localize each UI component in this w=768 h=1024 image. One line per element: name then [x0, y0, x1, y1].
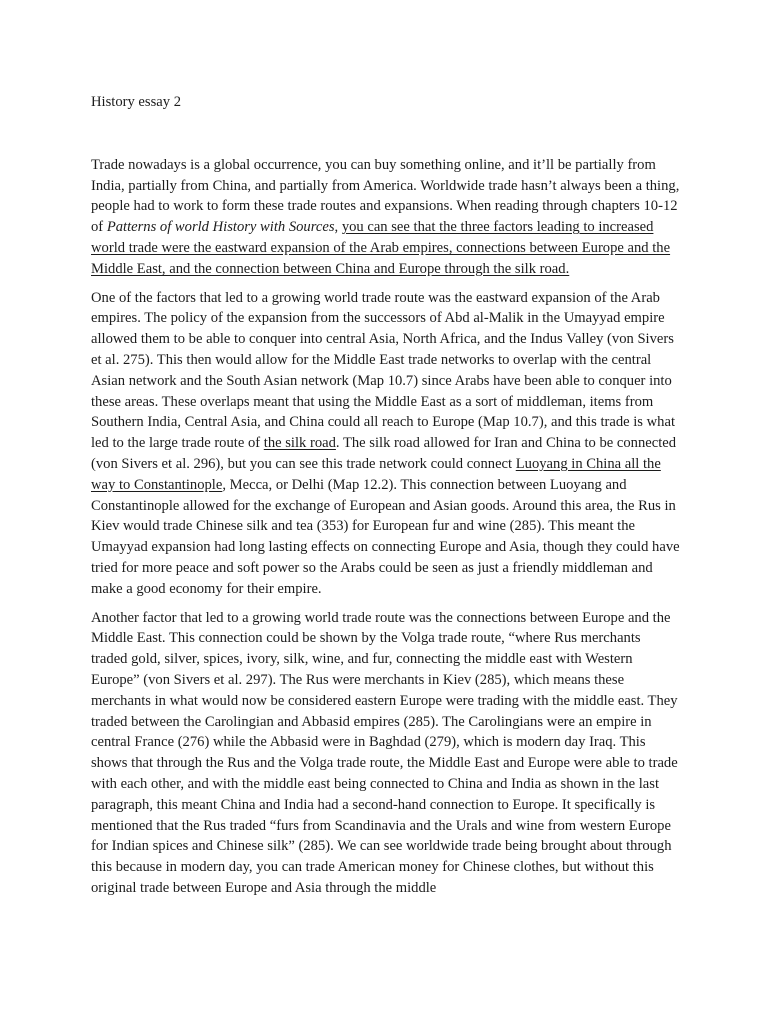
paragraph-introduction [91, 155, 680, 280]
document-title: History essay 2 [91, 94, 181, 110]
paragraph-europe-middle-east [91, 608, 680, 899]
paragraph-arab-expansion [91, 288, 680, 600]
text-segment: , [334, 219, 342, 236]
silk-road-underlined: the silk road [263, 435, 336, 452]
book-title-italic: Patterns of world History with Sources [106, 219, 335, 236]
luoyang-underlined: Luoyang in China all the way to Constantinople [91, 455, 661, 493]
thesis-underlined: you can see that the three factors leading to increased world trade were the eastward expansion of the Arab empires, connections between Europe and the Middle East, and the connection between China and Europe through the silk road. [91, 219, 671, 277]
text-segment: Another factor that led to a growing world trade route was the connections between Europe and the Middle East. This connection could be shown by the Volga trade route, “where Rus merchants traded gold, silver, spices, ivory, silk, wine, and fur, connecting the middle east with Western Europe” (von Sivers et al. 297). The Rus were merchants in Kiev (285), which means these merchants in what would now be considered eastern Europe were trading with the middle east. They traded between the Carolingian and Abbasid empires (285). The Carolingians were an empire in central France (276) while the Abbasid were in Baghdad (279), which is modern day Iraq. This shows that through the Rus and the Volga trade route, the Middle East and Europe were able to trade with each other, and with the middle east being connected to China and India as shown in the last paragraph, this meant China and India had a second-hand connection to Europe. It specifically is mentioned that the Rus traded “furs from Scandinavia and the Urals and wine from western Europe for Indian spices and Chinese silk” (285). We can see worldwide trade being brought about through this because in modern day, you can trade American money for Chinese clothes, but without this original trade between Europe and Asia through the middle [91, 609, 678, 896]
text-segment: , Mecca, or Delhi (Map 12.2). This connection between Luoyang and Constantinople allowed for the exchange of European and Asian goods. Around this area, the Rus in Kiev would trade Chinese silk and tea (353) for European fur and wine (285). This meant the Umayyad expansion had long lasting effects on connecting Europe and Asia, though they could have tried for more peace and soft power so the Arabs could be seen as just a friendly middleman and make a good economy for their empire. [91, 476, 680, 597]
text-segment: Trade nowadays is a global occurrence, you can buy something online, and it’ll be partially from India, partially from China, and partially from America. Worldwide trade hasn’t always been a thing, people had to work to form these trade routes and expansions. When reading through chapters 10-12 of [91, 156, 680, 236]
text-segment: . The silk road allowed for Iran and China to be connected (von Sivers et al. 296), but you can see this trade network could connect [91, 435, 677, 472]
text-segment: One of the factors that led to a growing world trade route was the eastward expansion of the Arab empires. The policy of the expansion from the successors of Abd al-Malik in the Umayyad empire allowed them to be able to conquer into central Asia, North Africa, and the Indus Valley (von Sivers et al. 275). This then would allow for the Middle East trade networks to overlap with the central Asian network and the South Asian network (Map 10.7) since Arabs have been able to conquer into these areas. These overlaps meant that using the Middle East as a sort of middleman, items from Southern India, Central Asia, and China could all reach to Europe (Map 10.7), and this trade is what led to the large trade route of [91, 289, 676, 452]
